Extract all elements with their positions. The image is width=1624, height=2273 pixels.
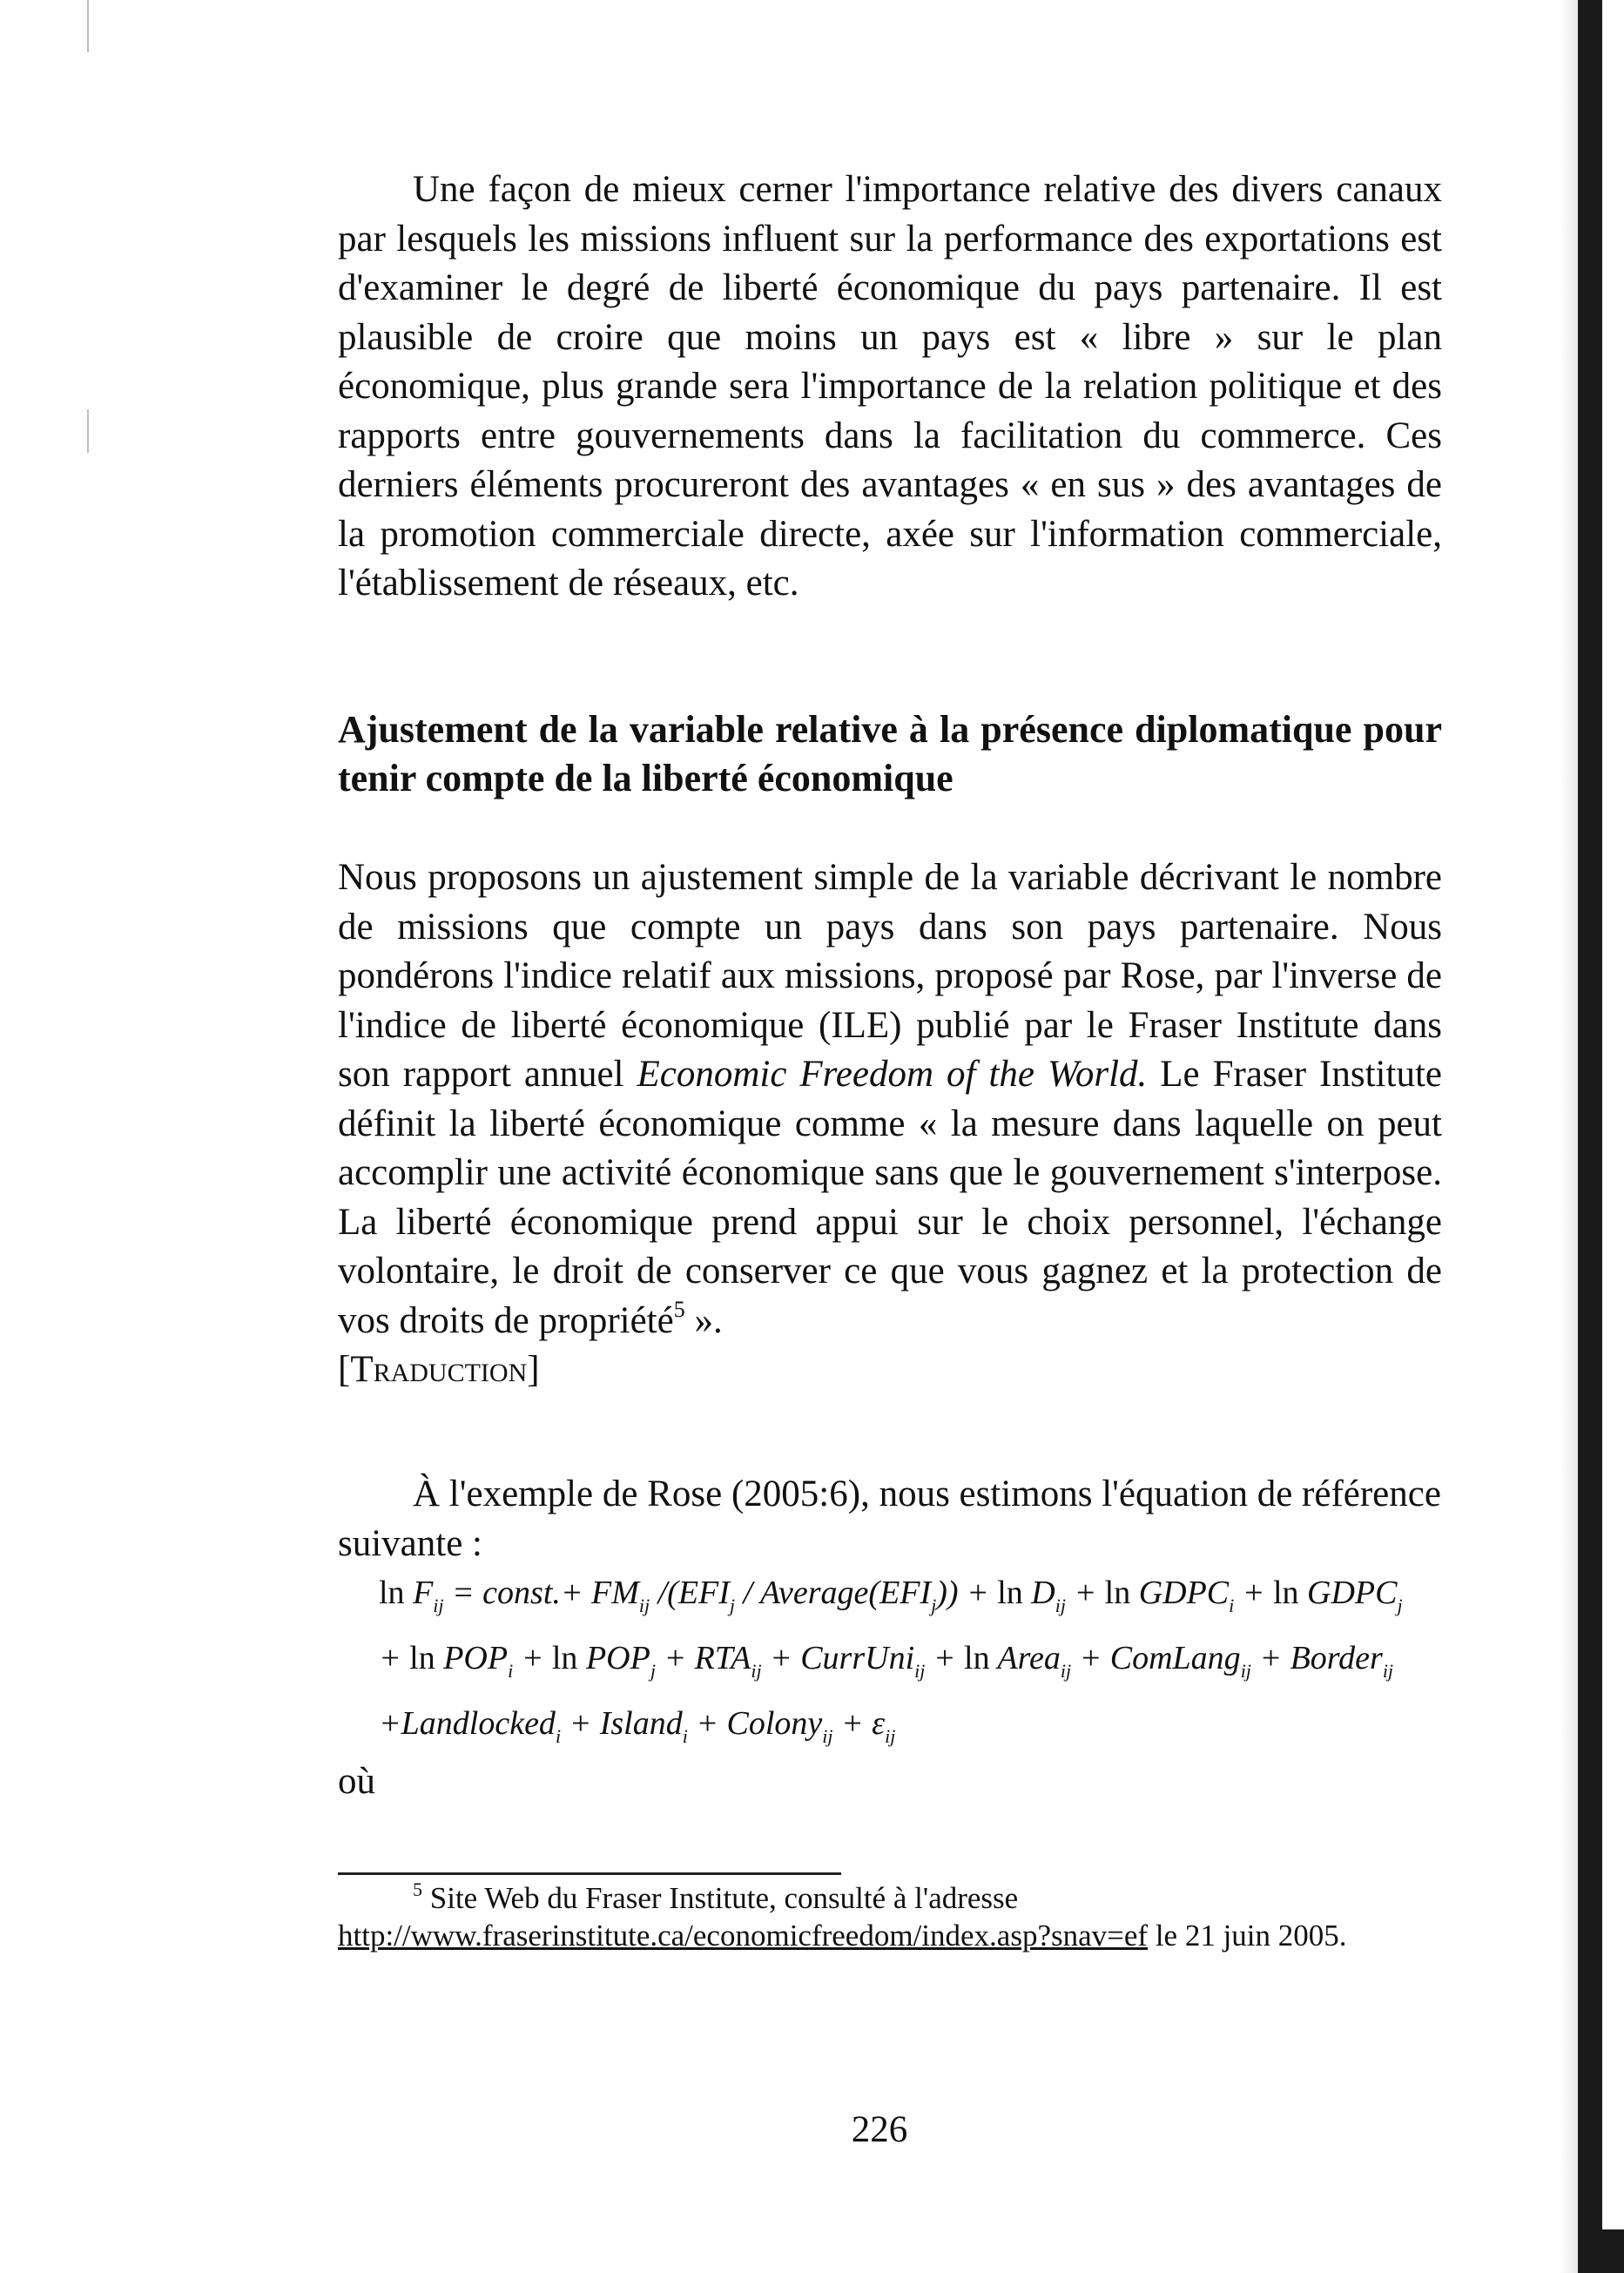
- translation-tag: [Traduction]: [338, 1349, 540, 1390]
- book-edge-corner: [1578, 2229, 1624, 2273]
- where-label: où: [338, 1761, 375, 1802]
- scan-mark: [87, 0, 89, 52]
- report-title: Economic Freedom of the World.: [637, 1054, 1148, 1095]
- section-heading: Ajustement de la variable relative à la présence diplomatique pour tenir compte de la liberté économique: [338, 708, 1442, 799]
- paragraph-ajustement: [338, 853, 1442, 1395]
- footnote-date: le 21 juin 2005.: [1148, 1919, 1347, 1953]
- footnote-number: 5: [413, 1878, 422, 1900]
- footnote-indent: [338, 1878, 1019, 1915]
- equation-line-1: $\ln F_{ij}$ = const.+ $FM_{ij}$ $/(EFI_j$ / $Average(EFI_j)) + \ln D_{ij} + \ln$ $GDPC_i + \ln$ $GDPC_j$: [379, 1575, 1403, 1616]
- quote-close: ».: [684, 1299, 723, 1341]
- footnote: [338, 1879, 1442, 1954]
- paragraph-ajustement-quote: Le Fraser Institute définit la liberté économique comme « la mesure dans laquelle on peut accomplir une activité économique sans que le gouvernement s'interpose. La liberté économique prend appui sur le choix personnel, l'échange volontaire, le droit de conserver ce que vous gagnez et la protection de vos droits de propriété: [338, 1054, 1442, 1341]
- book-spine-shadow: [1559, 0, 1578, 2273]
- footnote-text: Site Web du Fraser Institute, consulté à l'adresse: [422, 1881, 1019, 1915]
- equation-line-2: + $\ln POP_i + \ln POP_j + RTA_{ij}$ + CurrUni$_{ij}$ + ln Area$_{ij}$ + ComLang$_{ij}$ + Border$_{ij}$: [379, 1640, 1394, 1682]
- paragraph-liberte-economique: Une façon de mieux cerner l'importance relative des divers canaux par lesquels les missions influent sur la performance des exportations est d'examiner le degré de liberté économique du pays partenaire. Il est plausible de croire que moins un pays est « libre » sur le plan économique, plus grande sera l'importance de la relation politique et des rapports entre gouvernements dans la facilitation du commerce. Ces derniers éléments procureront des avantages « en sus » des avantages de la promotion commerciale directe, axée sur l'information commerciale, l'établissement de réseaux, etc.: [338, 169, 1442, 604]
- footnote-reference[interactable]: 5: [673, 1296, 685, 1322]
- footnote-divider: [338, 1872, 841, 1875]
- page-number: 226: [851, 2109, 908, 2150]
- scan-mark: [87, 409, 89, 453]
- paragraph-ajustement-text: Nous proposons un ajustement simple de la variable décrivant le nombre de missions que compte un pays dans son pays partenaire. Nous pondérons l'indice relatif aux missions, proposé par Rose, par l'inverse de l'indice de liberté économique (ILE) publié par le Fraser Institute dans son rapport annuel: [338, 857, 1442, 1095]
- paragraph-equation-intro: À l'exemple de Rose (2005:6), nous estimons l'équation de référence suivante :: [338, 1474, 1441, 1564]
- equation-line-3: +Landlocked$_i$ + Island$_i$ + Colony$_{ij}$ + $\varepsilon_{ij}$: [379, 1705, 896, 1747]
- book-edge: [1578, 0, 1602, 2273]
- footnote-url-link[interactable]: http://www.fraserinstitute.ca/economicfreedom/index.asp?snav=ef: [338, 1919, 1149, 1953]
